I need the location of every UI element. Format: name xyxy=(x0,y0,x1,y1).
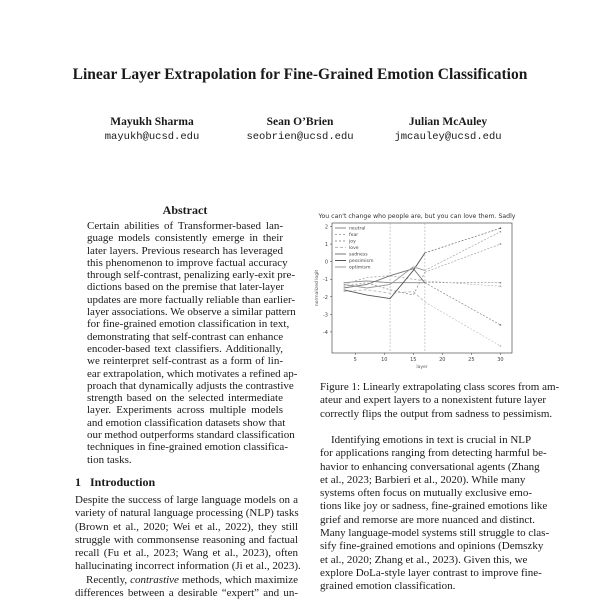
abstract-heading: Abstract xyxy=(162,203,208,217)
text-line: ateur and expert layers to a nonexistent future layer xyxy=(320,394,547,407)
text-line: layer. Experiments across multiple models xyxy=(87,404,283,417)
chart-title: You can't change who people are, but you can love them. Sadly xyxy=(318,213,516,220)
text-line: correctly flips the output from sadness to pessimism. xyxy=(320,407,553,420)
text-line xyxy=(75,574,298,587)
text-line: (Brown et al., 2020; Wei et al., 2022), they still xyxy=(75,520,298,533)
author-email: seobrien@ucsd.edu xyxy=(246,131,354,143)
text-line: hallucinating incorrect information (Ji et al., 2023). xyxy=(75,560,301,573)
legend-label: neutral xyxy=(349,226,366,232)
text-line: Identifying emotions in text is crucial in NLP xyxy=(331,434,532,446)
series-extrapolation-optimism xyxy=(425,232,500,271)
series-endpoint-fear xyxy=(499,285,501,287)
plot-frame xyxy=(332,223,512,353)
series-extrapolation-pessimism xyxy=(425,228,500,253)
text-line: variety of natural language processing (NLP) tasks xyxy=(75,507,299,520)
x-tick-label: 10 xyxy=(381,357,388,363)
text-line: ear extrapolation, which motivates a refined ap- xyxy=(87,367,298,380)
text-line: systems often focus on mutually exclusive emo- xyxy=(320,487,533,500)
x-tick-label: 30 xyxy=(497,357,504,363)
text-line: tion tasks. xyxy=(87,453,132,466)
y-tick-label: 2 xyxy=(324,224,328,231)
text-line: for fine-grained emotion classification in text, xyxy=(87,318,290,331)
intro-left-column xyxy=(75,494,301,600)
series-line-joy xyxy=(344,272,425,295)
text-line: proach that dynamically adjusts the contrastive xyxy=(87,379,294,392)
x-tick-label: 20 xyxy=(439,357,446,363)
legend-label: pessimism xyxy=(349,259,374,265)
text-line: grained emotion classification. xyxy=(320,580,456,593)
y-tick-label: -2 xyxy=(323,294,328,301)
text-fragment: Recently, xyxy=(86,573,131,586)
y-axis-label: normalized logit xyxy=(315,269,320,307)
text-line: later layers. Previous research has leveraged xyxy=(87,244,283,257)
y-tick-label: 1 xyxy=(324,242,328,249)
text-line: techniques in fine-grained emotion classifica- xyxy=(87,441,288,454)
figure-1-chart xyxy=(312,208,522,376)
series-extrapolation-fear xyxy=(425,281,500,286)
text-line: guage models consistently emerge in their xyxy=(87,232,283,245)
y-tick-label: -3 xyxy=(323,312,328,319)
x-tick-label: 15 xyxy=(410,357,417,363)
text-line: havior to enhancing conversational agents (Zhang xyxy=(320,460,540,473)
section-title: Introduction xyxy=(90,475,156,489)
series-endpoint-sadness xyxy=(499,324,501,326)
y-tick-label: -4 xyxy=(323,329,328,336)
text-line: sify fine-grained emotions and opinions (Demszky xyxy=(320,540,544,553)
legend-label: fear xyxy=(349,233,359,239)
text-line: Many language-model systems still struggle to clas- xyxy=(320,527,550,540)
text-line: for applications ranging from detecting harmful be- xyxy=(320,447,547,460)
text-line: encoder-based text classifiers. Additionally, xyxy=(87,342,283,355)
series-endpoint-pessimism xyxy=(499,227,501,229)
section-number: 1 xyxy=(75,475,81,489)
section-heading xyxy=(75,475,155,490)
text-line: layer associations. We observe a similar pattern xyxy=(87,306,296,319)
text-fragment: contrastive xyxy=(130,573,179,586)
x-tick-label: 25 xyxy=(468,357,475,363)
author-name: Mayukh Sharma xyxy=(110,116,194,128)
text-line: recall (Fu et al., 2023; Wang et al., 2023), often xyxy=(75,547,298,560)
text-line: grief and remorse are more nuanced and distinct. xyxy=(320,513,536,526)
author-email: jmcauley@ucsd.edu xyxy=(394,131,502,143)
series-endpoint-love xyxy=(499,345,501,347)
text-line: this phenomenon to improve factual accuracy xyxy=(87,256,288,269)
series-extrapolation-joy xyxy=(425,244,500,272)
text-fragment: methods, which maximize xyxy=(178,573,298,586)
figure-caption xyxy=(320,381,560,421)
text-line: strength based on the selected intermediate xyxy=(87,392,283,405)
text-line: Despite the success of large language models on a xyxy=(75,494,298,506)
author-email: mayukh@ucsd.edu xyxy=(104,131,200,143)
text-line: struggle with commonsense reasoning and factual xyxy=(75,533,298,546)
text-line: and emotion classification datasets show that xyxy=(87,416,286,429)
y-tick-label: 0 xyxy=(324,259,328,266)
text-line: differences between a desirable “expert” and un- xyxy=(75,587,298,600)
series-extrapolation-sadness xyxy=(425,283,500,325)
paper-title: Linear Layer Extrapolation for Fine-Grained Emotion Classification xyxy=(72,66,528,83)
y-tick-label: -1 xyxy=(323,277,328,284)
text-line: Figure 1: Linearly extrapolating class scores from am- xyxy=(320,381,560,393)
series-extrapolation-love xyxy=(425,302,500,346)
text-line: updates are more factually reliable than earlier- xyxy=(87,293,296,306)
text-line: explore DoLa-style layer contrast to improve fine- xyxy=(320,566,542,579)
text-line: through self-contrast, penalizing early-exit pre- xyxy=(87,269,296,282)
text-line: et al., 2023; Barbieri et al., 2020). While many xyxy=(320,473,526,486)
text-line: et al., 2020; Zhang et al., 2023). Given this, we xyxy=(320,553,528,566)
series-endpoint-neutral xyxy=(499,282,501,284)
legend-label: joy xyxy=(349,239,356,245)
intro-right-column xyxy=(320,434,550,594)
text-line: we reinterpret self-contrast as a form of lin- xyxy=(87,355,283,368)
abstract-body xyxy=(87,220,298,466)
text-line: tions like joy or sadness, fine-grained emotions like xyxy=(320,500,548,513)
text-line: Certain abilities of Transformer-based lan- xyxy=(87,220,283,232)
author-3 xyxy=(358,116,538,143)
legend-label: sadness xyxy=(349,252,368,258)
legend-label: love xyxy=(349,246,359,252)
author-name: Julian McAuley xyxy=(408,116,488,128)
text-line: our method outperforms standard classification xyxy=(87,429,295,442)
series-endpoint-joy xyxy=(499,243,501,245)
text-line: demonstrating that self-contrast can enhance xyxy=(87,330,284,343)
series-line-love xyxy=(344,290,425,302)
x-axis-label: layer xyxy=(416,365,428,370)
legend-label: optimism xyxy=(349,265,371,271)
series-endpoint-optimism xyxy=(499,231,501,233)
author-name: Sean O’Brien xyxy=(266,116,334,128)
x-tick-label: 5 xyxy=(353,357,357,363)
text-line: dictions based on the premise that later-layer xyxy=(87,281,285,294)
